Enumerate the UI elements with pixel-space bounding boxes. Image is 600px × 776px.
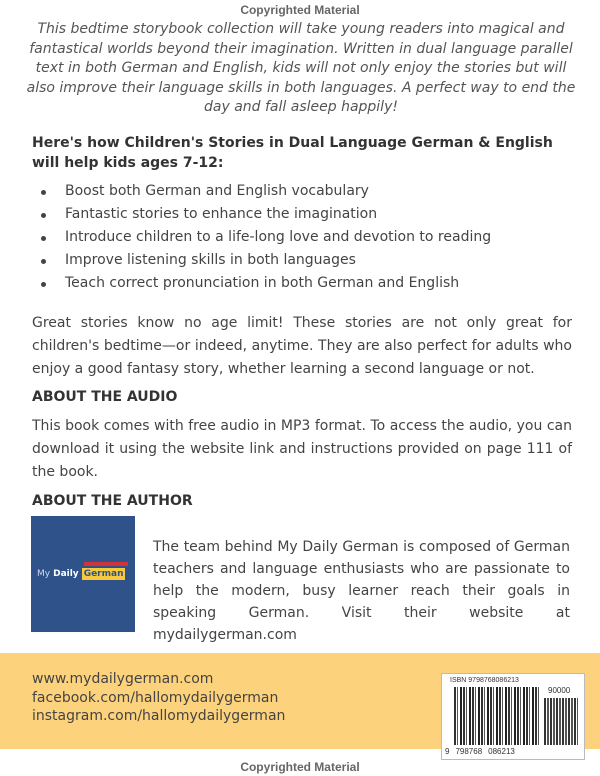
barcode-digits <box>445 747 515 757</box>
addon-bars <box>544 698 578 745</box>
barcode-digit-1: 9 <box>445 747 450 756</box>
age-paragraph: Great stories know no age limit! These stories are not only great for children's bedtime—or indeed, anytime. They are also perfect for adults who enjoy a good fantasy story, whether learning a second language or not. <box>32 315 572 377</box>
author-heading: ABOUT THE AUTHOR <box>32 493 193 509</box>
website-link[interactable]: www.mydailygerman.com <box>32 671 214 687</box>
list-item: Improve listening skills in both languages <box>32 249 572 272</box>
audio-paragraph: This book comes with free audio in MP3 format. To access the audio, you can download it using the website link and instructions provided on page 111 of the book. <box>32 418 572 480</box>
benefits-heading: Here's how Children's Stories in Dual Language German & English will help kids ages 7-12: <box>32 135 553 171</box>
intro-paragraph: This bedtime storybook collection will take young readers into magical and fantastical worlds beyond their imagination. Written in dual language parallel text in both German and English, kids will not only enjoy the stories but will also improve their language skills in both languages. A perfect way to end the day and fall asleep happily! <box>26 21 576 116</box>
list-item: Introduce children to a life-long love and devotion to reading <box>32 226 572 249</box>
logo-wordmark <box>37 568 125 580</box>
logo-my: My <box>37 569 51 579</box>
logo-german: German <box>83 569 124 579</box>
watermark-bottom: Copyrighted Material <box>240 760 360 774</box>
author-paragraph: The team behind My Daily German is composed of German teachers and language enthusiasts who are passionate to help the modern, busy learner reach their goals in speaking German. Visit their website at mydailygerman.com <box>153 539 570 643</box>
isbn-label: ISBN 9798768086213 <box>450 677 519 684</box>
logo-daily: Daily <box>53 569 79 579</box>
links <box>32 670 285 726</box>
list-item: Boost both German and English vocabulary <box>32 180 572 203</box>
isbn-barcode <box>441 673 585 760</box>
publisher-logo <box>31 516 135 632</box>
barcode-digits-3: 086213 <box>488 747 515 756</box>
price-code: 90000 <box>548 686 571 695</box>
audio-heading: ABOUT THE AUDIO <box>32 389 178 405</box>
list-item: Teach correct pronunciation in both German and English <box>32 272 572 295</box>
list-item: Fantastic stories to enhance the imagination <box>32 203 572 226</box>
logo-red-stripe <box>84 562 128 566</box>
benefits-list <box>32 180 572 295</box>
barcode-bars <box>454 687 540 745</box>
facebook-link[interactable]: facebook.com/hallomydailygerman <box>32 689 279 706</box>
instagram-link[interactable]: instagram.com/hallomydailygerman <box>32 708 286 724</box>
watermark-top: Copyrighted Material <box>240 3 360 17</box>
barcode-digits-2: 798768 <box>455 747 483 756</box>
